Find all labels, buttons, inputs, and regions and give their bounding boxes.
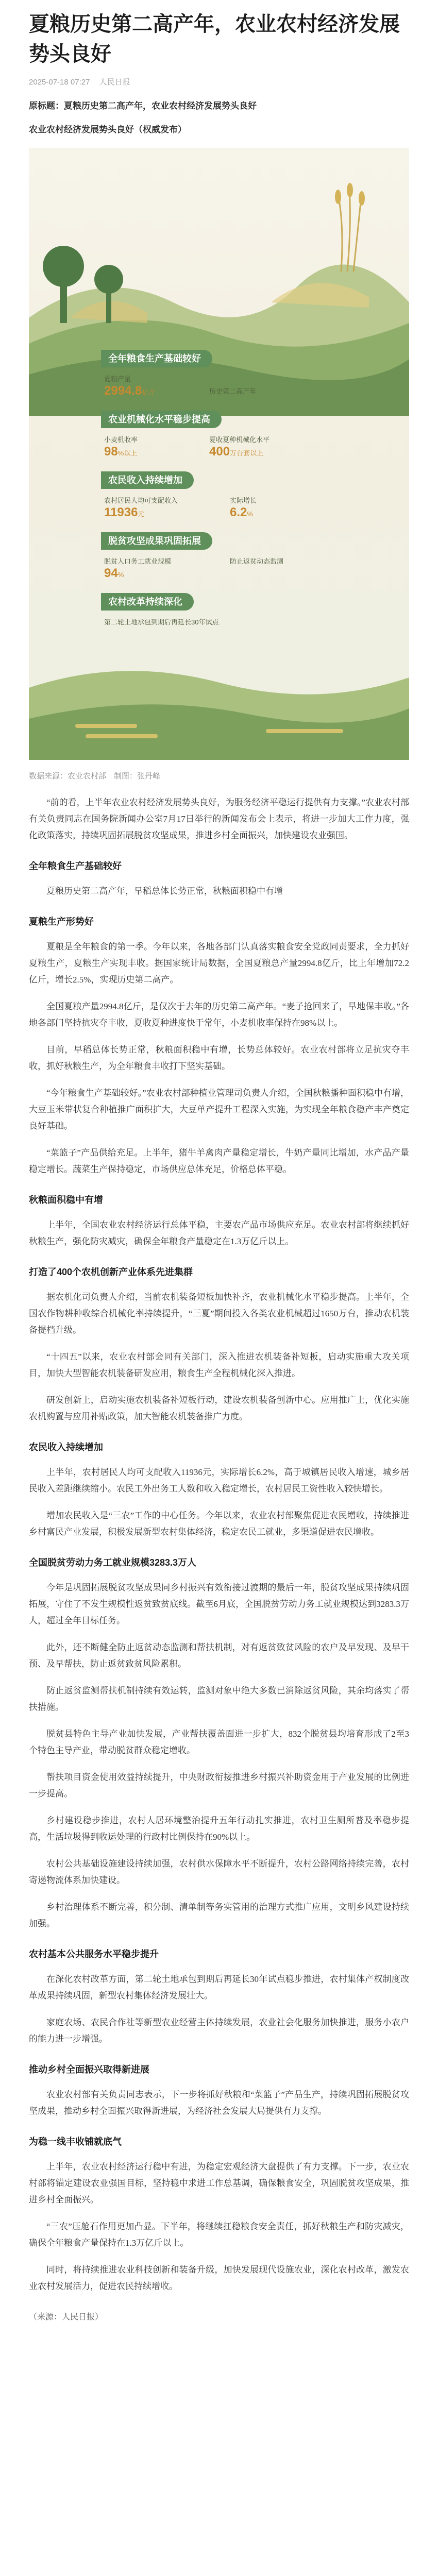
label-employment: 脱贫人口务工就业规模: [104, 557, 172, 565]
value-rural-income: 11936元: [104, 505, 145, 519]
paragraph: 农业农村部有关负责同志表示，下一步将抓好秋粮和“菜篮子”产品生产，持续巩固拓展脱贫攻坚成果，推动乡村全面振兴取得新进展，为经济社会发展大局提供有力支撑。: [29, 2090, 409, 2116]
label-rural-income: 农村居民人均可支配收入: [104, 497, 178, 504]
paragraph: “三农”压舱石作用更加凸显。下半年，将继续扛稳粮食安全责任，抓好秋粮生产和防灾减灾，确保全年粮食产量保持在1.3万亿斤以上。: [29, 2222, 409, 2248]
label-monitoring: 防止返贫动态监测: [230, 557, 284, 565]
section-banner-income: 农民收入持续增加: [101, 471, 194, 489]
paragraph: 农村公共基础设施建设持续加强，农村供水保障水平不断提升，农村公路网络持续完善，农村寄递物流体系加快建设。: [29, 1859, 409, 1885]
paragraph: 研发创新上，启动实施农机装备补短板行动，建设农机装备创新中心。应用推广上，优化实施农机购置与应用补贴政策，加大智能农机装备推广力度。: [29, 1395, 409, 1421]
paragraph: 全国夏粮产量2994.8亿斤，是仅次于去年的历史第二高产年。“麦子抢回来了，旱地保丰收。”各地各部门坚持抗灾夺丰收，夏收夏种进度快于常年，小麦机收率保持在98%以上。: [29, 1002, 409, 1028]
value-summer-grain: 2994.8亿斤: [104, 384, 156, 398]
paragraph: “前的看，上半年农业农村经济发展势头良好，为服务经济平稳运行提供有力支撑。”农业农村部有关负责同志在国务院新闻办公室7月17日举行的新闻发布会上表示，将进一步加大工作力度，强化政策落实，持续巩固拓展脱贫攻坚成果，推进乡村全面振兴，加快建设农业强国。: [29, 798, 409, 840]
paragraph: 帮扶项目资金使用效益持续提升，中央财政衔接推进乡村振兴补助资金用于产业发展的比例进一步提高。: [29, 1772, 409, 1799]
paragraph: 今年是巩固拓展脱贫攻坚成果同乡村振兴有效衔接过渡期的最后一年，脱贫攻坚成果持续巩固拓展，守住了不发生规模性返贫致贫底线。截至6月底，全国脱贫劳动力务工就业规模达到3283.3万人，超过全年目标任务。: [29, 1583, 409, 1625]
article-lead: 原标题：夏粮历史第二高产年，农业农村经济发展势头良好: [29, 101, 257, 111]
paragraph: 夏粮是全年粮食的第一季。今年以来，各地各部门认真落实粮食安全党政同责要求，全力抓好夏粮生产，夏粮生产实现丰收。据国家统计局数据，全国夏粮总产量2994.8亿斤，比上年增加72.2亿斤，增长2.5%，实现历史第二高产。: [29, 942, 409, 985]
paragraph: “十四五”以来，农业农村部会同有关部门，深入推进农机装备补短板，启动实施重大攻关项目，加快大型智能农机装备研发应用，粮食生产全程机械化深入推进。: [29, 1352, 409, 1378]
paragraph: “今年粮食生产基础较好。”农业农村部种植业管理司负责人介绍，全国秋粮播种面积稳中有增，大豆玉米带状复合种植推广面积扩大，大豆单产提升工程深入实施，为实现全年粮食稳产丰产奠定良好基础。: [29, 1088, 409, 1131]
paragraph: 乡村治理体系不断完善，积分制、清单制等务实管用的治理方式推广应用，文明乡风建设持续加强。: [29, 1902, 409, 1928]
paragraph: 家庭农场、农民合作社等新型农业经营主体持续发展，农业社会化服务加快推进，服务小农户的能力进一步增强。: [29, 2018, 409, 2044]
paragraph: 防止返贫监测帮扶机制持续有效运转，监测对象中绝大多数已消除返贫风险，其余均落实了帮扶措施。: [29, 1686, 409, 1712]
footer-illustration: [29, 647, 409, 760]
paragraph: “菜篮子”产品供给充足。上半年，猪牛羊禽肉产量稳定增长，牛奶产量同比增加，水产品产量稳定增长。蔬菜生产保持稳定，市场供应总体充足，价格总体平稳。: [29, 1148, 409, 1174]
label-machinery: 夏收夏种机械化水平: [209, 436, 270, 444]
paragraph: 在深化农村改革方面，第二轮土地承包到期后再延长30年试点稳步推进，农村集体产权制度改革成果持续巩固，新型农村集体经济发展壮大。: [29, 1974, 409, 2001]
value-employment: 94%: [104, 566, 124, 580]
label-real-growth: 实际增长: [230, 497, 257, 504]
source-note: （来源：人民日报）: [29, 2313, 104, 2321]
section-banner-grain: 全年粮食生产基础较好: [101, 350, 212, 367]
article-meta: [29, 76, 409, 87]
section-banner-poverty: 脱贫攻坚成果巩固拓展: [101, 532, 212, 550]
article-intro: 农业农村经济发展势头良好（权威发布）: [29, 125, 187, 134]
article-date: 2025-07-18 07:27: [29, 78, 90, 87]
paragraph: 同时，将持续推进农业科技创新和装备升级，加快发展现代设施农业，深化农村改革，激发农业农村发展活力，促进农民持续增收。: [29, 2265, 409, 2291]
paragraph: 增加农民收入是“三农”工作的中心任务。今年以来，农业农村部聚焦促进农民增收，持续推进乡村富民产业发展，积极发展新型农村集体经济，稳定农民工就业，多渠道促进农民增收。: [29, 1511, 409, 1537]
section-banner-reform: 农村改革持续深化: [101, 593, 194, 611]
section-heading: 打造了400个农机创新产业体系先进集群: [29, 1267, 193, 1277]
section-heading: 全国脱贫劳动力务工就业规模3283.3万人: [29, 1557, 197, 1568]
infographic-panel: [101, 350, 343, 638]
infographic: [29, 148, 409, 760]
section-heading: 夏粮生产形势好: [29, 917, 94, 927]
article-source: 人民日报: [99, 78, 130, 87]
paragraph: 上半年，农业农村经济运行稳中有进，为稳定宏观经济大盘提供了有力支撑。下一步，农业农村部将锚定建设农业强国目标，坚持稳中求进工作总基调，确保粮食安全，巩固脱贫攻坚成果，推进乡村全面振兴。: [29, 2162, 409, 2205]
article-page: [0, 9, 438, 2353]
value-machinery: 400万台套以上: [209, 445, 264, 459]
paragraph: 据农机化司负责人介绍，当前农机装备短板加快补齐，农业机械化水平稳步提高。上半年，全国农作物耕种收综合机械化率持续提升，“三夏”期间投入各类农业机械超过1650万台，推动农机装备提档升级。: [29, 1292, 409, 1335]
paragraph: 夏粮历史第二高产年，早稻总体长势正常，秋粮面积稳中有增: [46, 886, 283, 896]
paragraph: 乡村建设稳步推进，农村人居环境整治提升五年行动扎实推进，农村卫生厕所普及率稳步提高，生活垃圾得到收运处理的行政村比例保持在90%以上。: [29, 1816, 409, 1842]
section-heading: 推动乡村全面振兴取得新进展: [29, 2064, 149, 2075]
value-harvest-rate: 98%以上: [104, 445, 138, 459]
infographic-caption: 数据来源：农业农村部 制图：张丹峰: [29, 772, 161, 781]
label-land-contract: 第二轮土地承包到期后再延长30年试点: [104, 618, 219, 626]
paragraph: 上半年，全国农业农村经济运行总体平稳，主要农产品市场供应充足。农业农村部将继续抓好秋粮生产，强化防灾减灾，确保全年粮食产量稳定在1.3万亿斤以上。: [29, 1220, 409, 1246]
paragraph: 目前，早稻总体长势正常，秋粮面积稳中有增，长势总体较好。农业农村部将立足抗灾夺丰收，抓好秋粮生产，为全年粮食丰收打下坚实基础。: [29, 1045, 409, 1071]
section-heading: 全年粮食生产基础较好: [29, 861, 122, 871]
paragraph: 脱贫县特色主导产业加快发展，产业帮扶覆盖面进一步扩大，832个脱贫县均培育形成了2至3个特色主导产业，带动脱贫群众稳定增收。: [29, 1729, 409, 1755]
value-real-growth: 6.2%: [230, 505, 253, 519]
section-heading: 为稳一线丰收铺就底气: [29, 2137, 122, 2147]
article-title: 夏粮历史第二高产年，农业农村经济发展势头良好: [29, 13, 400, 65]
section-heading: 农民收入持续增加: [29, 1442, 103, 1452]
paragraph: 上半年，农村居民人均可支配收入11936元，实际增长6.2%，高于城镇居民收入增速，城乡居民收入差距继续缩小。农民工外出务工人数和收入稳定增长，农村居民工资性收入较快增长。: [29, 1467, 409, 1494]
label-summer-grain: 夏粮产量: [104, 375, 131, 383]
label-second-highest: 历史第二高产年: [209, 387, 257, 395]
paragraph: 此外，还不断健全防止返贫动态监测和帮扶机制，对有返贫致贫风险的农户及早发现、及早干预、及早帮扶，防止返贫致贫风险累积。: [29, 1642, 409, 1669]
section-banner-mechanization: 农业机械化水平稳步提高: [101, 411, 222, 428]
label-harvest-rate: 小麦机收率: [104, 436, 138, 444]
section-heading: 秋粮面积稳中有增: [29, 1195, 103, 1205]
section-heading: 农村基本公共服务水平稳步提升: [29, 1949, 159, 1959]
